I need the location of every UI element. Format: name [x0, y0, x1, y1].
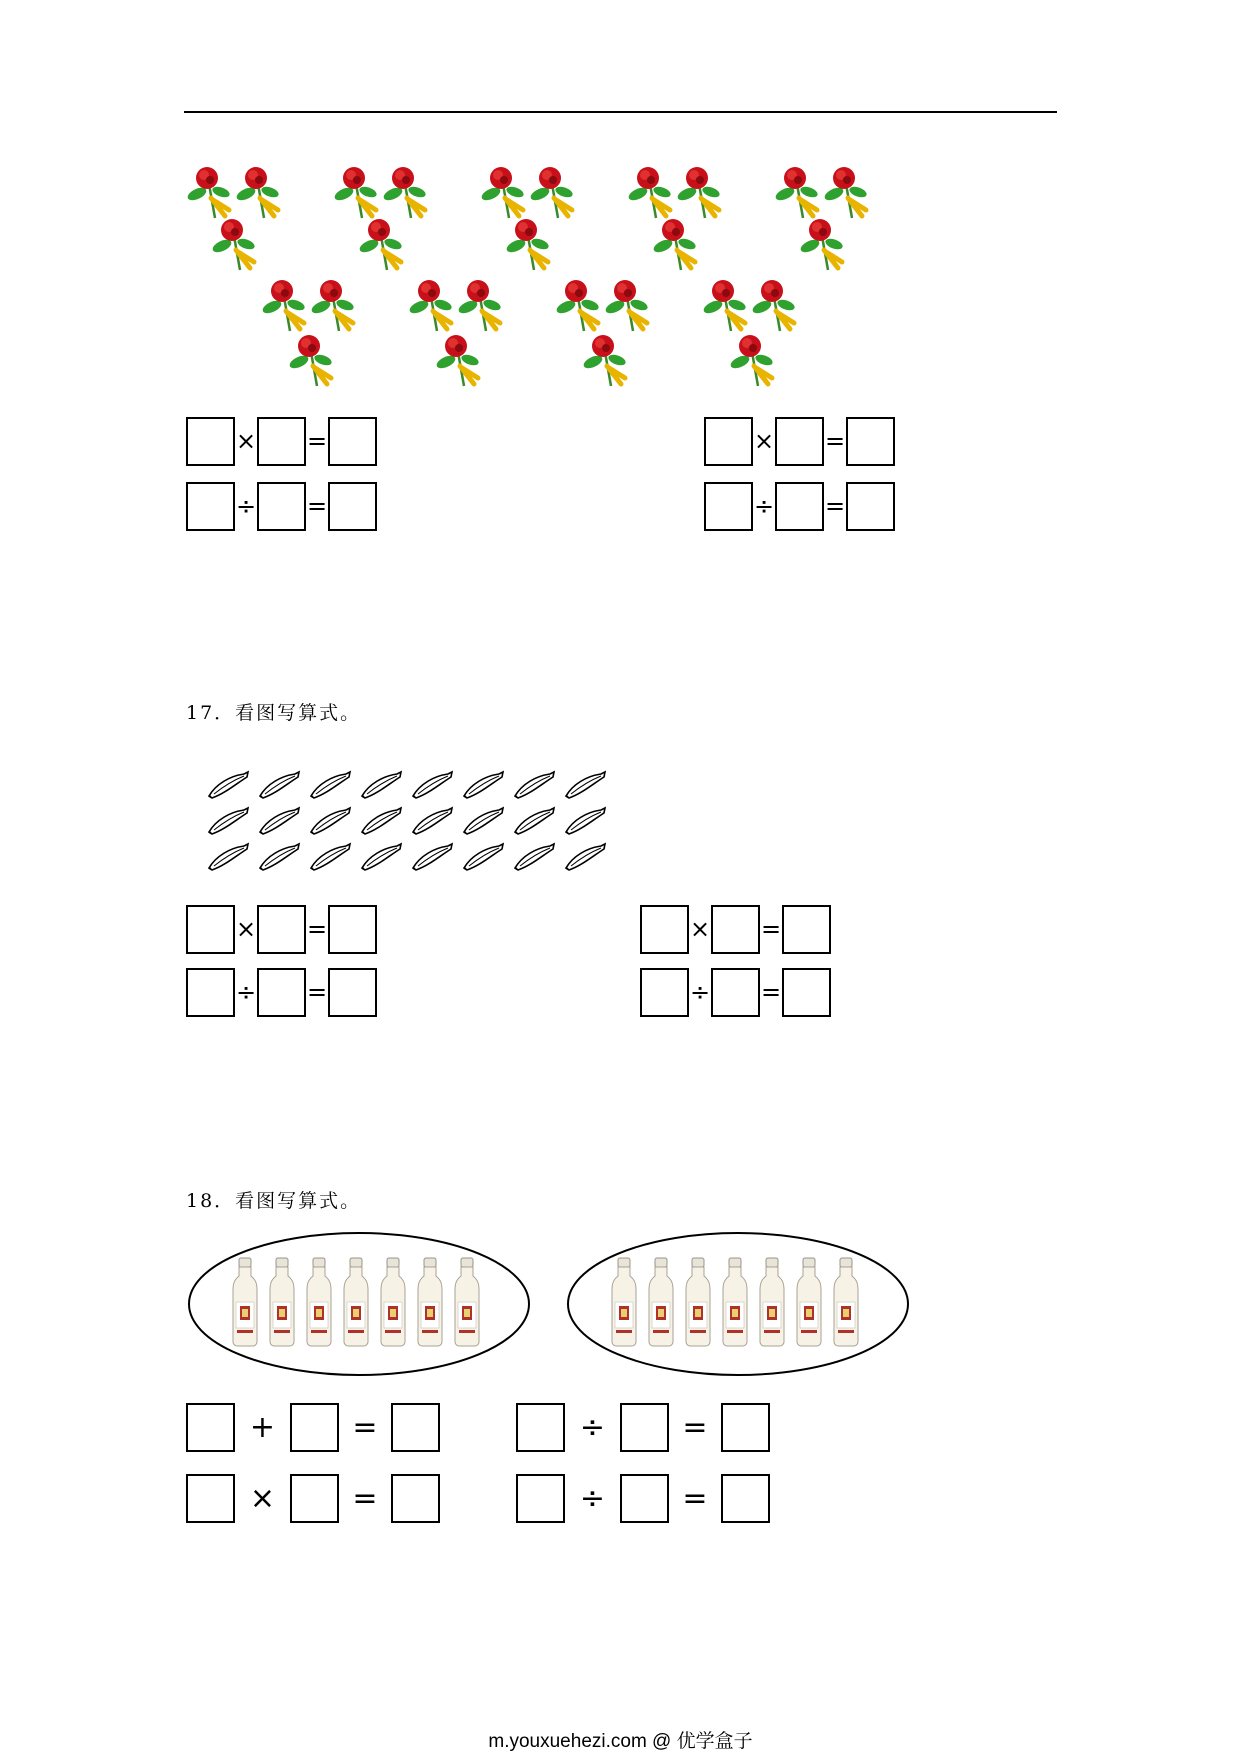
rose-icon: [581, 332, 633, 390]
milk-bottle-icon: [759, 1258, 785, 1346]
q17-right-div-answer-box-2[interactable]: [711, 968, 760, 1017]
q17-right-mult-operator: ×: [689, 915, 711, 943]
banana-icon: [257, 806, 301, 836]
roses-right-mult-operator: ×: [753, 427, 775, 455]
q18-right-div-1-answer-box-1[interactable]: [516, 1403, 565, 1452]
milk-bottle-icon: [417, 1258, 443, 1346]
rose-icon: [675, 164, 727, 222]
roses-left-mult-answer-box-1[interactable]: [186, 417, 235, 466]
milk-bottle-icon: [269, 1258, 295, 1346]
q17-right-div-answer-box-1[interactable]: [640, 968, 689, 1017]
banana-icon: [512, 770, 556, 800]
banana-icon: [257, 842, 301, 872]
milk-bottle-icon: [380, 1258, 406, 1346]
roses-right-mult-answer-box-3[interactable]: [846, 417, 895, 466]
q18-right-div-1-answer-box-2[interactable]: [620, 1403, 669, 1452]
roses-right-mult-answer-box-2[interactable]: [775, 417, 824, 466]
rose-icon: [357, 216, 409, 274]
q17-right-div-answer-box-3[interactable]: [782, 968, 831, 1017]
banana-icon: [563, 806, 607, 836]
q17-right-mult-equals-sign: =: [760, 915, 782, 943]
banana-icon: [359, 806, 403, 836]
q17-left-mult-answer-box-1[interactable]: [186, 905, 235, 954]
q17-right-div-equals-sign: =: [760, 978, 782, 1006]
q18-left-mult-answer-box-1[interactable]: [186, 1474, 235, 1523]
milk-bottle-icon: [343, 1258, 369, 1346]
banana-icon: [308, 770, 352, 800]
rose-icon: [798, 216, 850, 274]
milk-bottle-icon: [454, 1258, 480, 1346]
q18-left-add-equals-sign: =: [352, 1410, 378, 1445]
banana-icon: [410, 806, 454, 836]
roses-right-div-answer-box-3[interactable]: [846, 482, 895, 531]
q18-right-div-2-operator: ÷: [579, 1481, 606, 1516]
banana-icon: [359, 842, 403, 872]
rose-icon: [554, 277, 606, 335]
banana-icon: [563, 842, 607, 872]
banana-icon: [461, 842, 505, 872]
q18-right-div-2-answer-box-1[interactable]: [516, 1474, 565, 1523]
roses-left-mult-answer-box-2[interactable]: [257, 417, 306, 466]
milk-bottle-icon: [685, 1258, 711, 1346]
banana-icon: [461, 770, 505, 800]
milk-bottle-icon: [611, 1258, 637, 1346]
rose-icon: [504, 216, 556, 274]
rose-icon: [750, 277, 802, 335]
q18-right-div-2-equals-sign: =: [682, 1481, 708, 1516]
rose-icon: [332, 164, 384, 222]
q17-left-div-answer-box-2[interactable]: [257, 968, 306, 1017]
q17-left-mult-answer-box-3[interactable]: [328, 905, 377, 954]
rose-icon: [822, 164, 874, 222]
q18-left-mult-equals-sign: =: [352, 1481, 378, 1516]
banana-icon: [308, 842, 352, 872]
q17-title: 17．看图写算式。: [186, 702, 362, 724]
rose-icon: [728, 332, 780, 390]
banana-icon: [206, 842, 250, 872]
roses-left-mult-answer-box-3[interactable]: [328, 417, 377, 466]
rose-icon: [210, 216, 262, 274]
roses-left-mult-equals-sign: =: [306, 427, 328, 455]
q17-right-mult-answer-box-2[interactable]: [711, 905, 760, 954]
q17-left-div-answer-box-3[interactable]: [328, 968, 377, 1017]
banana-icon: [359, 770, 403, 800]
rose-icon: [185, 164, 237, 222]
footer-text: m.youxuehezi.com @ 优学盒子: [488, 1731, 753, 1752]
banana-icon: [257, 770, 301, 800]
rose-icon: [773, 164, 825, 222]
roses-left-div-answer-box-1[interactable]: [186, 482, 235, 531]
q18-right-div-2-answer-box-3[interactable]: [721, 1474, 770, 1523]
q17-right-mult-answer-box-1[interactable]: [640, 905, 689, 954]
roses-right-div-equals-sign: =: [824, 492, 846, 520]
rose-icon: [479, 164, 531, 222]
banana-icon: [410, 770, 454, 800]
milk-bottle-icon: [833, 1258, 859, 1346]
rose-icon: [234, 164, 286, 222]
milk-bottle-icon: [232, 1258, 258, 1346]
q18-title: 18．看图写算式。: [186, 1190, 362, 1212]
rose-icon: [260, 277, 312, 335]
q18-left-add-answer-box-1[interactable]: [186, 1403, 235, 1452]
roses-left-div-answer-box-3[interactable]: [328, 482, 377, 531]
rose-icon: [626, 164, 678, 222]
q17-left-div-equals-sign: =: [306, 978, 328, 1006]
banana-icon: [410, 842, 454, 872]
q17-left-div-operator: ÷: [235, 978, 257, 1006]
roses-right-div-operator: ÷: [753, 492, 775, 520]
banana-icon: [308, 806, 352, 836]
milk-bottle-icon: [722, 1258, 748, 1346]
rose-icon: [701, 277, 753, 335]
banana-icon: [512, 842, 556, 872]
q17-left-mult-equals-sign: =: [306, 915, 328, 943]
banana-icon: [461, 806, 505, 836]
roses-right-div-answer-box-2[interactable]: [775, 482, 824, 531]
rose-icon: [528, 164, 580, 222]
q17-right-mult-answer-box-3[interactable]: [782, 905, 831, 954]
q18-left-add-operator: +: [249, 1410, 276, 1445]
q17-left-mult-operator: ×: [235, 915, 257, 943]
milk-bottle-icon: [306, 1258, 332, 1346]
q18-left-add-answer-box-3[interactable]: [391, 1403, 440, 1452]
header-rule: [184, 111, 1057, 113]
q18-left-add-answer-box-2[interactable]: [290, 1403, 339, 1452]
rose-icon: [456, 277, 508, 335]
q18-left-mult-answer-box-2[interactable]: [290, 1474, 339, 1523]
roses-left-div-answer-box-2[interactable]: [257, 482, 306, 531]
roses-right-mult-answer-box-1[interactable]: [704, 417, 753, 466]
roses-left-div-operator: ÷: [235, 492, 257, 520]
q18-left-mult-operator: ×: [249, 1481, 276, 1516]
banana-icon: [512, 806, 556, 836]
roses-left-mult-operator: ×: [235, 427, 257, 455]
rose-icon: [651, 216, 703, 274]
rose-icon: [603, 277, 655, 335]
q18-right-div-1-equals-sign: =: [682, 1410, 708, 1445]
q17-left-mult-answer-box-2[interactable]: [257, 905, 306, 954]
banana-icon: [206, 806, 250, 836]
roses-right-mult-equals-sign: =: [824, 427, 846, 455]
q17-right-div-operator: ÷: [689, 978, 711, 1006]
q18-right-div-2-answer-box-2[interactable]: [620, 1474, 669, 1523]
rose-icon: [407, 277, 459, 335]
milk-bottle-icon: [648, 1258, 674, 1346]
banana-icon: [563, 770, 607, 800]
rose-icon: [287, 332, 339, 390]
q18-right-div-1-answer-box-3[interactable]: [721, 1403, 770, 1452]
rose-icon: [434, 332, 486, 390]
banana-icon: [206, 770, 250, 800]
q18-right-div-1-operator: ÷: [579, 1410, 606, 1445]
rose-icon: [381, 164, 433, 222]
rose-icon: [309, 277, 361, 335]
milk-bottle-icon: [796, 1258, 822, 1346]
q18-left-mult-answer-box-3[interactable]: [391, 1474, 440, 1523]
roses-left-div-equals-sign: =: [306, 492, 328, 520]
q17-left-div-answer-box-1[interactable]: [186, 968, 235, 1017]
roses-right-div-answer-box-1[interactable]: [704, 482, 753, 531]
